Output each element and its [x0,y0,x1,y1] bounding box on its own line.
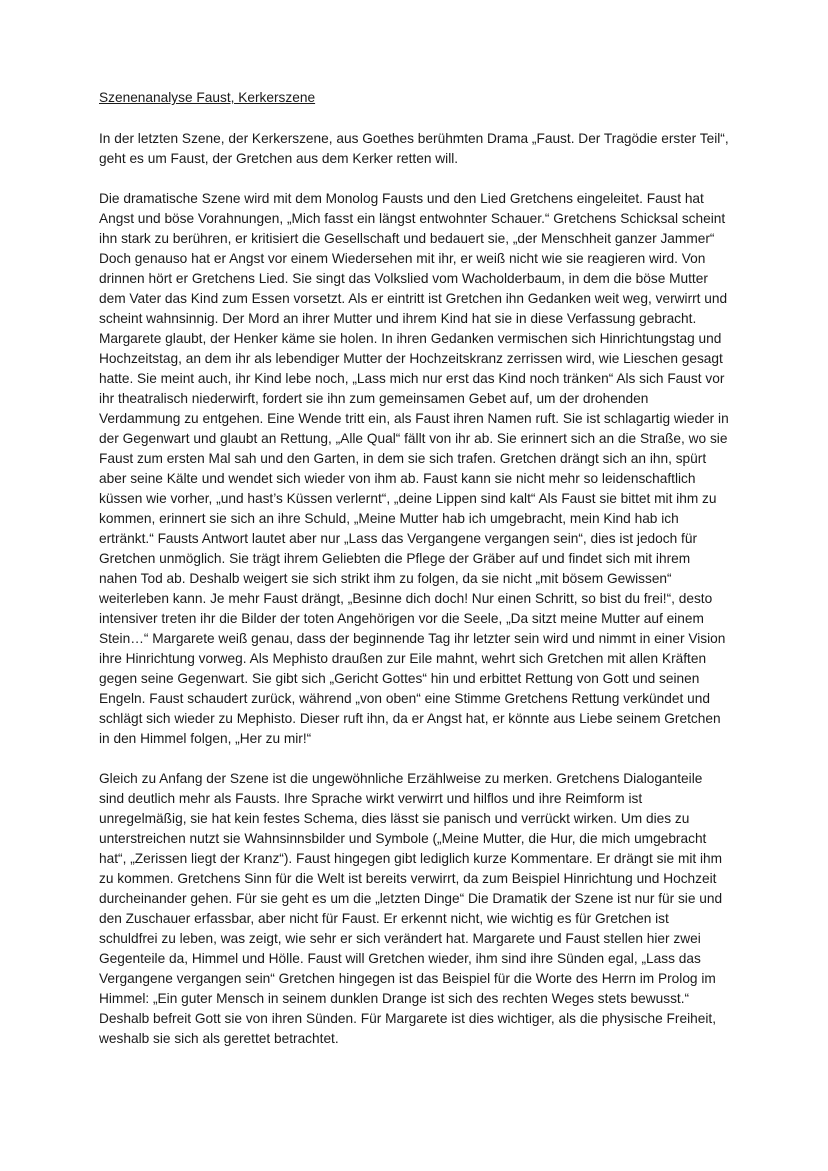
paragraph-analysis: Gleich zu Anfang der Szene ist die ungewöhnliche Erzählweise zu merken. Gretchens Dialoganteile sind deutlich mehr als Fausts. Ihre Sprache wirkt verwirrt und hilflos und ihre Reimform ist unregelmäßig, sie hat kein festes Schema, dies lässt sie panisch und verrückt wirken. Um dies zu unterstreichen nutzt sie Wahnsinnsbilder und Symbole („Meine Mutter, die Hur, die mich umgebracht hat“, „Zerissen liegt der Kranz“). Faust hingegen gibt lediglich kurze Kommentare. Er drängt sie mit ihm zu kommen. Gretchens Sinn für die Welt ist bereits verwirrt, da zum Beispiel Hinrichtung und Hochzeit durcheinander gehen. Für sie geht es um die „letzten Dinge“ Die Dramatik der Szene ist nur für sie und den Zuschauer erfassbar, aber nicht für Faust. Er erkennt nicht, wie wichtig es für Gretchen ist schuldfrei zu leben, was zeigt, wie sehr er sich verändert hat. Margarete und Faust stellen hier zwei Gegenteile da, Himmel und Hölle. Faust will Gretchen wieder, ihm sind ihre Sünden egal, „Lass das Vergangene vergangen sein“ Gretchen hingegen ist das Beispiel für die Worte des Herrn im Prolog im Himmel: „Ein guter Mensch in seinem dunklen Drange ist sich des rechten Weges stets bewusst.“ Deshalb befreit Gott sie von ihren Sünden. Für Margarete ist dies wichtiger, als die physische Freiheit, weshalb sie sich als gerettet betrachtet. [99,771,723,1046]
paragraph-intro: In der letzten Szene, der Kerkerszene, aus Goethes berühmten Drama „Faust. Der Tragödie erster Teil“, geht es um Faust, der Gretchen aus dem Kerker retten will. [99,131,729,166]
document-title: Szenenanalyse Faust, Kerkerszene [99,90,316,105]
document-page [99,88,729,1069]
paragraph-summary: Die dramatische Szene wird mit dem Monolog Fausts und den Lied Gretchens eingeleitet. Faust hat Angst und böse Vorahnungen, „Mich fasst ein längst entwohnter Schauer.“ Gretchens Schicksal scheint ihn stark zu berühren, er kritisiert die Gesellschaft und bedauert sie, „der Menschheit ganzer Jammer“ Doch genauso hat er Angst vor einem Wiedersehen mit ihr, er weiß nicht wie sie reagieren wird. Von drinnen hört er Gretchens Lied. Sie singt das Volkslied vom Wacholderbaum, in dem die böse Mutter dem Vater das Kind zum Essen vorsetzt. Als er eintritt ist Gretchen ihn Gedanken weit weg, verwirrt und scheint wahnsinnig. Der Mord an ihrer Mutter und ihrem Kind hat sie in diese Verfassung gebracht. Margarete glaubt, der Henker käme sie holen. In ihren Gedanken vermischen sich Hinrichtungstag und Hochzeitstag, an dem ihr als lebendiger Mutter der Hochzeitskranz zerrissen wird, wie Lieschen gesagt hatte. Sie meint auch, ihr Kind lebe noch, „Lass mich nur erst das Kind noch tränken“ Als sich Faust vor ihr theatralisch niederwirft, fordert sie ihn zum gemeinsamen Gebet auf, um der drohenden Verdammung zu entgehen. Eine Wende tritt ein, als Faust ihren Namen ruft. Sie ist schlagartig wieder in der Gegenwart und glaubt an Rettung, „Alle Qual“ fällt von ihr ab. Sie erinnert sich an die Straße, wo sie Faust zum ersten Mal sah und den Garten, in dem sie sich trafen. Gretchen drängt sich an ihn, spürt aber seine Kälte und wendet sich wieder von ihm ab. Faust kann sie nicht mehr so leidenschaftlich küssen wie vorher, „und hast’s Küssen verlernt“, „deine Lippen sind kalt“ Als Faust sie bittet mit ihm zu kommen, erinnert sie sich an ihre Schuld, „Meine Mutter hab ich umgebracht, mein Kind hab ich ertränkt.“ Fausts Antwort lautet aber nur „Lass das Vergangene vergangen sein“, dies ist jedoch für Gretchen unmöglich. Sie trägt ihrem Geliebten die Pflege der Gräber auf und findet sich mit ihrem nahen Tod ab. Deshalb weigert sie sich strikt ihm zu folgen, da sie nicht „mit bösem Gewissen“ weiterleben kann. Je mehr Faust drängt, „Besinne dich doch! Nur einen Schritt, so bist du frei!“, desto intensiver treten ihr die Bilder der toten Angehörigen vor die Seele, „Da sitzt meine Mutter auf einem Stein…“ Margarete weiß genau, dass der beginnende Tag ihr letzter sein wird und nimmt in einer Vision ihre Hinrichtung vorweg. Als Mephisto draußen zur Eile mahnt, wehrt sich Gretchen mit allen Kräften gegen seine Gegenwart. Sie gibt sich „Gericht Gottes“ hin und erbittet Rettung von Gott und seinen Engeln. Faust schaudert zurück, während „von oben“ eine Stimme Gretchens Rettung verkündet und schlägt sich wieder zu Mephisto. Dieser ruft ihn, da er Angst hat, er könnte aus Liebe seinem Gretchen in den Himmel folgen, „Her zu mir!“ [99,191,729,746]
